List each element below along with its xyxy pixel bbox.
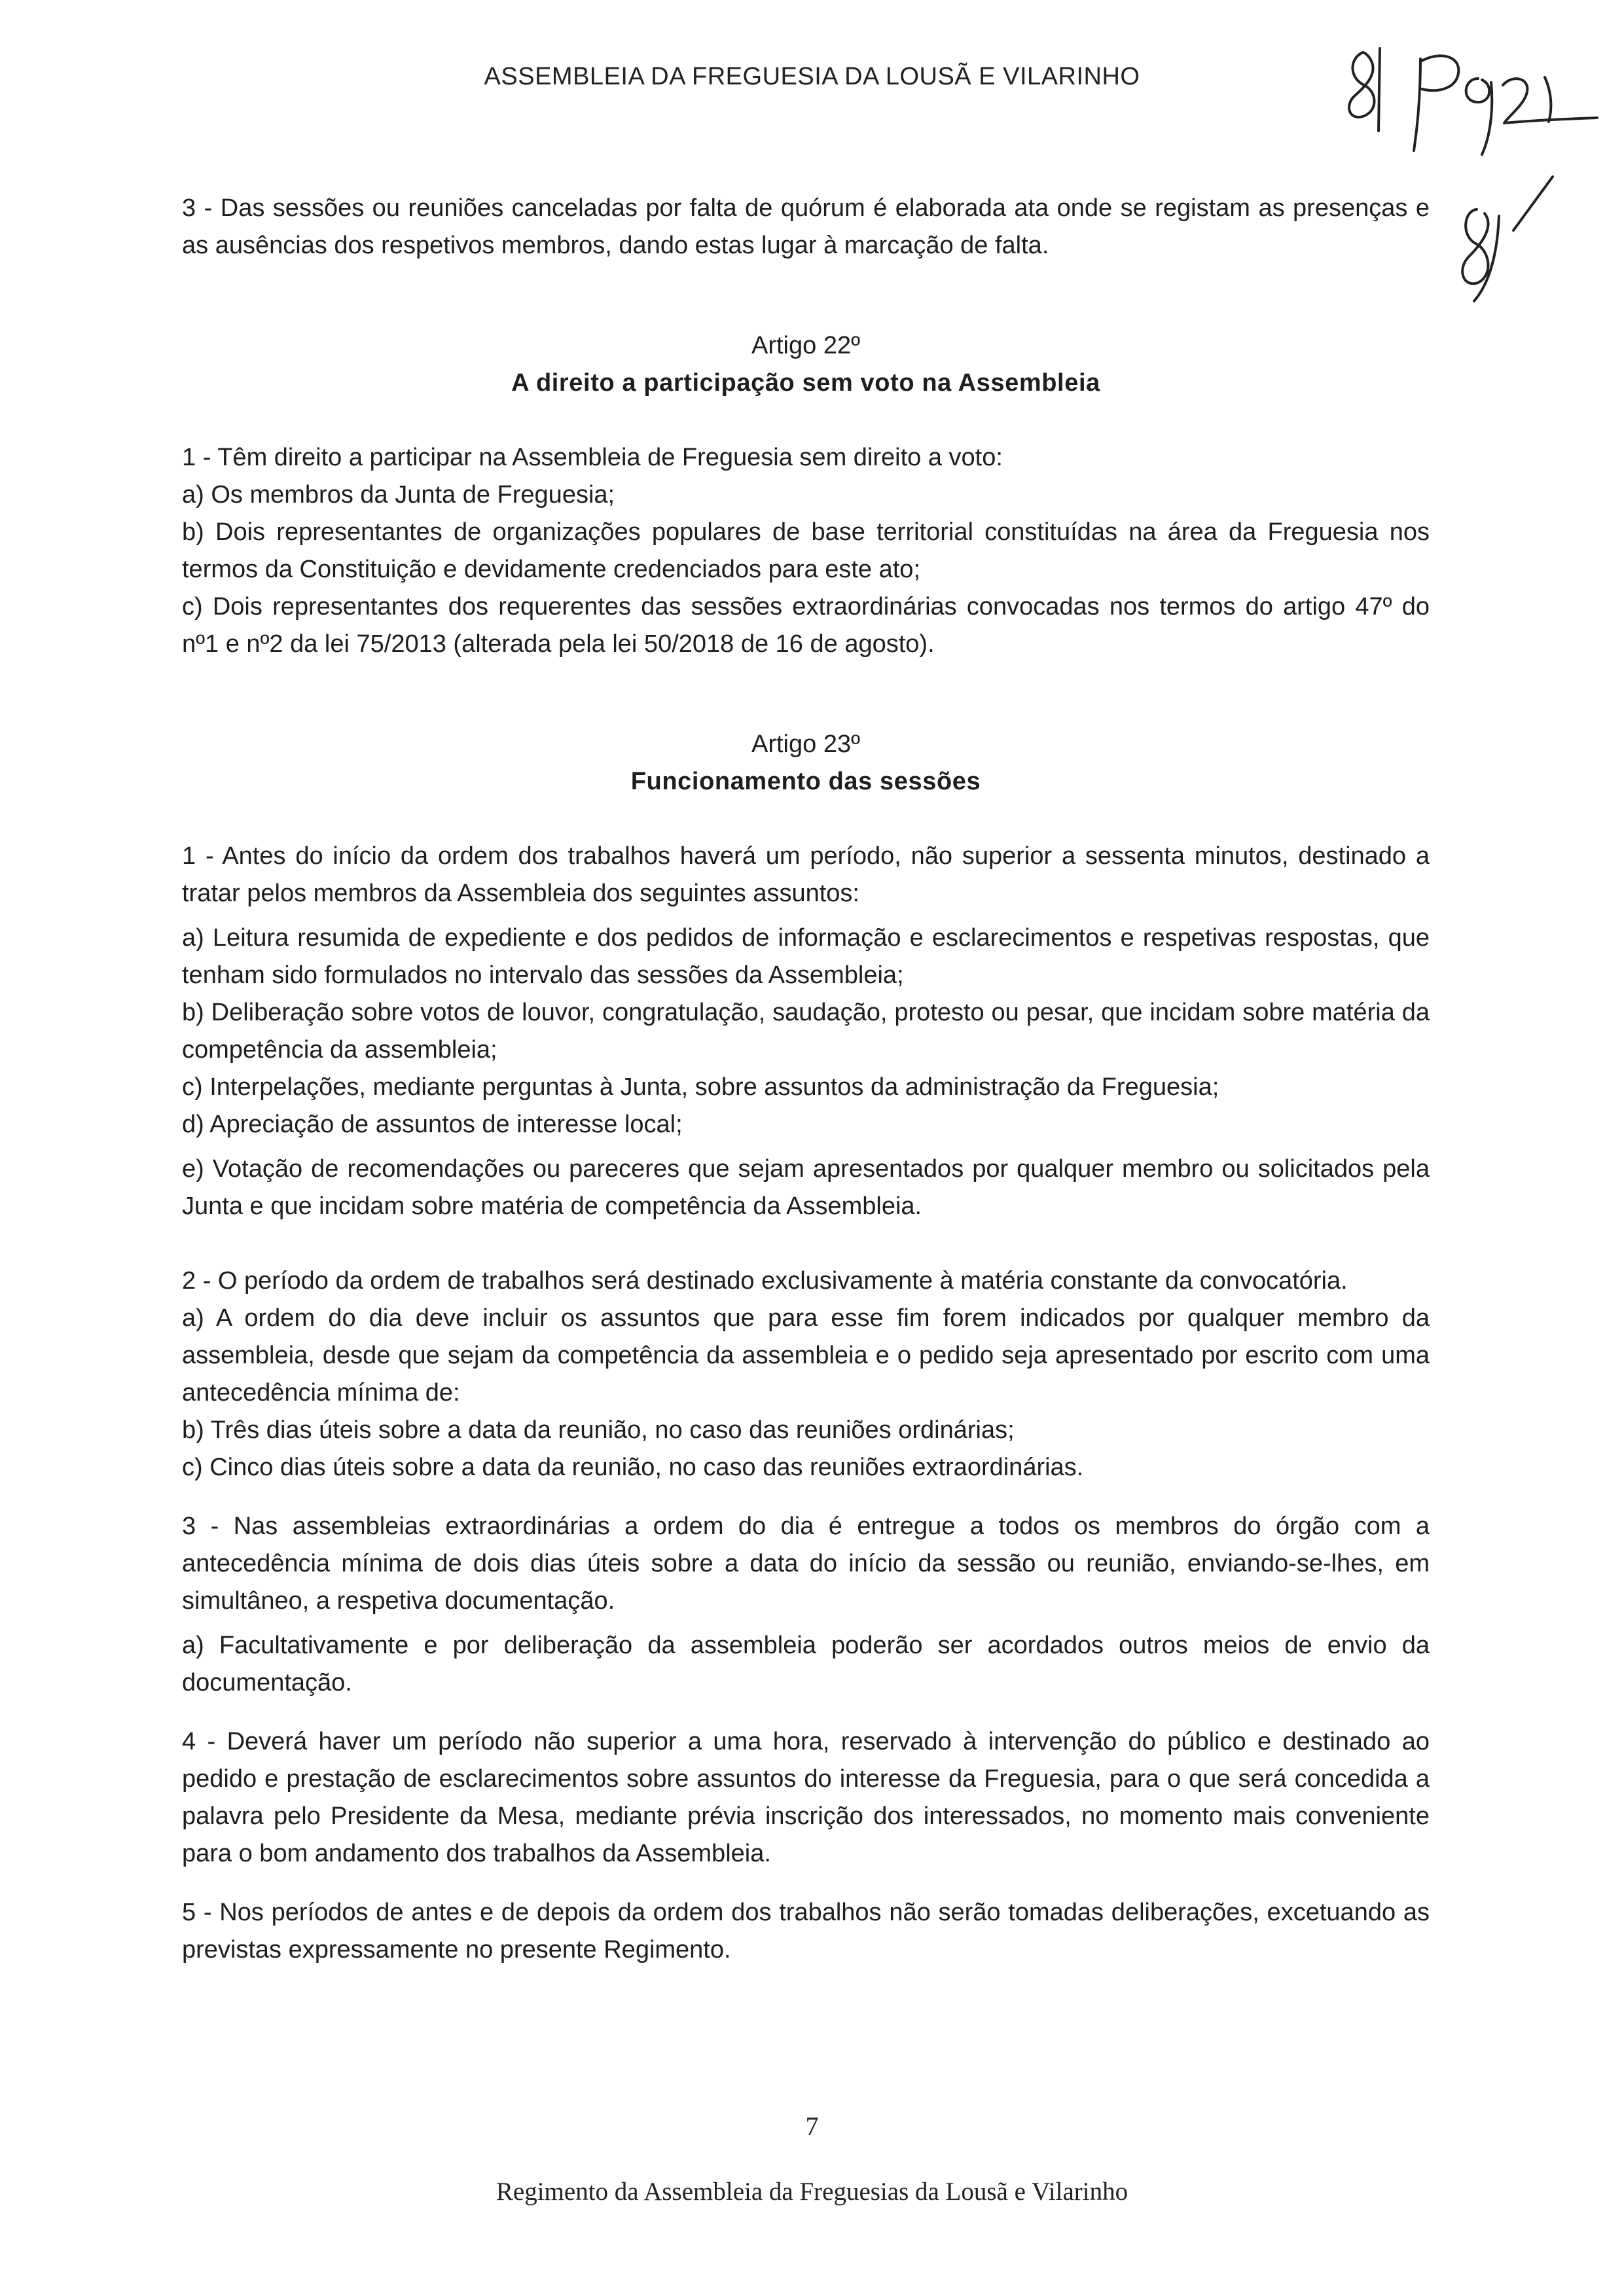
- article23-paragraph-1-item-c: c) Interpelações, mediante perguntas à Junta, sobre assuntos da administração da Freguesia;: [182, 1073, 1219, 1101]
- article23-number: Artigo 23º: [751, 730, 860, 758]
- article23-heading: [182, 726, 1430, 800]
- article22-item-b: b) Dois representantes de organizações populares de base territorial constituídas na área da Freguesia nos termos da Constituição e devidamente credenciados para este ato;: [182, 518, 1430, 583]
- article23-paragraph-2: 2 - O período da ordem de trabalhos será destinado exclusivamente à matéria constante da convocatória.: [182, 1267, 1348, 1295]
- article23-paragraph-1-item-b: b) Deliberação sobre votos de louvor, congratulação, saudação, protesto ou pesar, que incidam sobre matéria da competência da assembleia;: [182, 999, 1430, 1064]
- page-header: ASSEMBLEIA DA FREGUESIA DA LOUSÃ E VILARINHO: [484, 63, 1140, 90]
- article21-paragraph-3: 3 - Das sessões ou reuniões canceladas por falta de quórum é elaborada ata onde se registam as presenças e as ausências dos respetivos membros, dando estas lugar à marcação de falta.: [182, 194, 1430, 259]
- article22-title: A direito a participação sem voto na Assembleia: [511, 369, 1100, 397]
- article23-paragraph-3: 3 - Nas assembleias extraordinárias a ordem do dia é entregue a todos os membros do órgão com a antecedência mínima de dois dias úteis sobre a data do início da sessão ou reunião, enviando-se-lhes, em simultâneo, a respetiva documentação.: [182, 1513, 1430, 1615]
- article23-paragraph-2-item-b: b) Três dias úteis sobre a data da reunião, no caso das reuniões ordinárias;: [182, 1416, 1015, 1444]
- article22-paragraph-1: 1 - Têm direito a participar na Assembleia de Freguesia sem direito a voto:: [182, 444, 1003, 471]
- page-number: 7: [805, 2111, 819, 2141]
- article22-item-a: a) Os membros da Junta de Freguesia;: [182, 481, 615, 509]
- article22-heading: [182, 327, 1430, 402]
- article23-paragraph-2-item-a: a) A ordem do dia deve incluir os assuntos que para esse fim forem indicados por qualquer membro da assembleia, desde que sejam da competência da assembleia e o pedido seja apresentado por escrito com uma antecedência mínima de:: [182, 1304, 1430, 1407]
- article22-number: Artigo 22º: [751, 332, 860, 359]
- article23-paragraph-3-item-a: a) Facultativamente e por deliberação da assembleia poderão ser acordados outros meios de envio da documentação.: [182, 1632, 1430, 1696]
- article22-item-c: c) Dois representantes dos requerentes das sessões extraordinárias convocadas nos termos do artigo 47º do nº1 e nº2 da lei 75/2013 (alterada pela lei 50/2018 de 16 de agosto).: [182, 593, 1430, 658]
- article23-paragraph-1-item-e: e) Votação de recomendações ou pareceres que sejam apresentados por qualquer membro ou solicitados pela Junta e que incidam sobre matéria de competência da Assembleia.: [182, 1155, 1430, 1220]
- article23-paragraph-1-item-a: a) Leitura resumida de expediente e dos pedidos de informação e esclarecimentos e respetivas respostas, que tenham sido formulados no intervalo das sessões da Assembleia;: [182, 924, 1430, 989]
- article23-paragraph-1: 1 - Antes do início da ordem dos trabalhos haverá um período, não superior a sessenta minutos, destinado a tratar pelos membros da Assembleia dos seguintes assuntos:: [182, 842, 1430, 907]
- article23-paragraph-5: 5 - Nos períodos de antes e de depois da ordem dos trabalhos não serão tomadas deliberações, excetuando as previstas expressamente no presente Regimento.: [182, 1899, 1430, 1964]
- article23-paragraph-1-item-d: d) Apreciação de assuntos de interesse local;: [182, 1111, 683, 1138]
- page-footer: Regimento da Assembleia da Freguesias da Lousã e Vilarinho: [496, 2178, 1128, 2206]
- article23-paragraph-2-item-c: c) Cinco dias úteis sobre a data da reunião, no caso das reuniões extraordinárias.: [182, 1454, 1084, 1481]
- document-body: [182, 190, 1430, 1969]
- article23-paragraph-4: 4 - Deverá haver um período não superior a uma hora, reservado à intervenção do público e destinado ao pedido e prestação de esclarecimentos sobre assuntos do interesse da Freguesia, para o que será concedida a palavra pelo Presidente da Mesa, mediante prévia inscrição dos interessados, no momento mais conveniente para o bom andamento dos trabalhos da Assembleia.: [182, 1728, 1430, 1867]
- article23-title: Funcionamento das sessões: [630, 768, 981, 795]
